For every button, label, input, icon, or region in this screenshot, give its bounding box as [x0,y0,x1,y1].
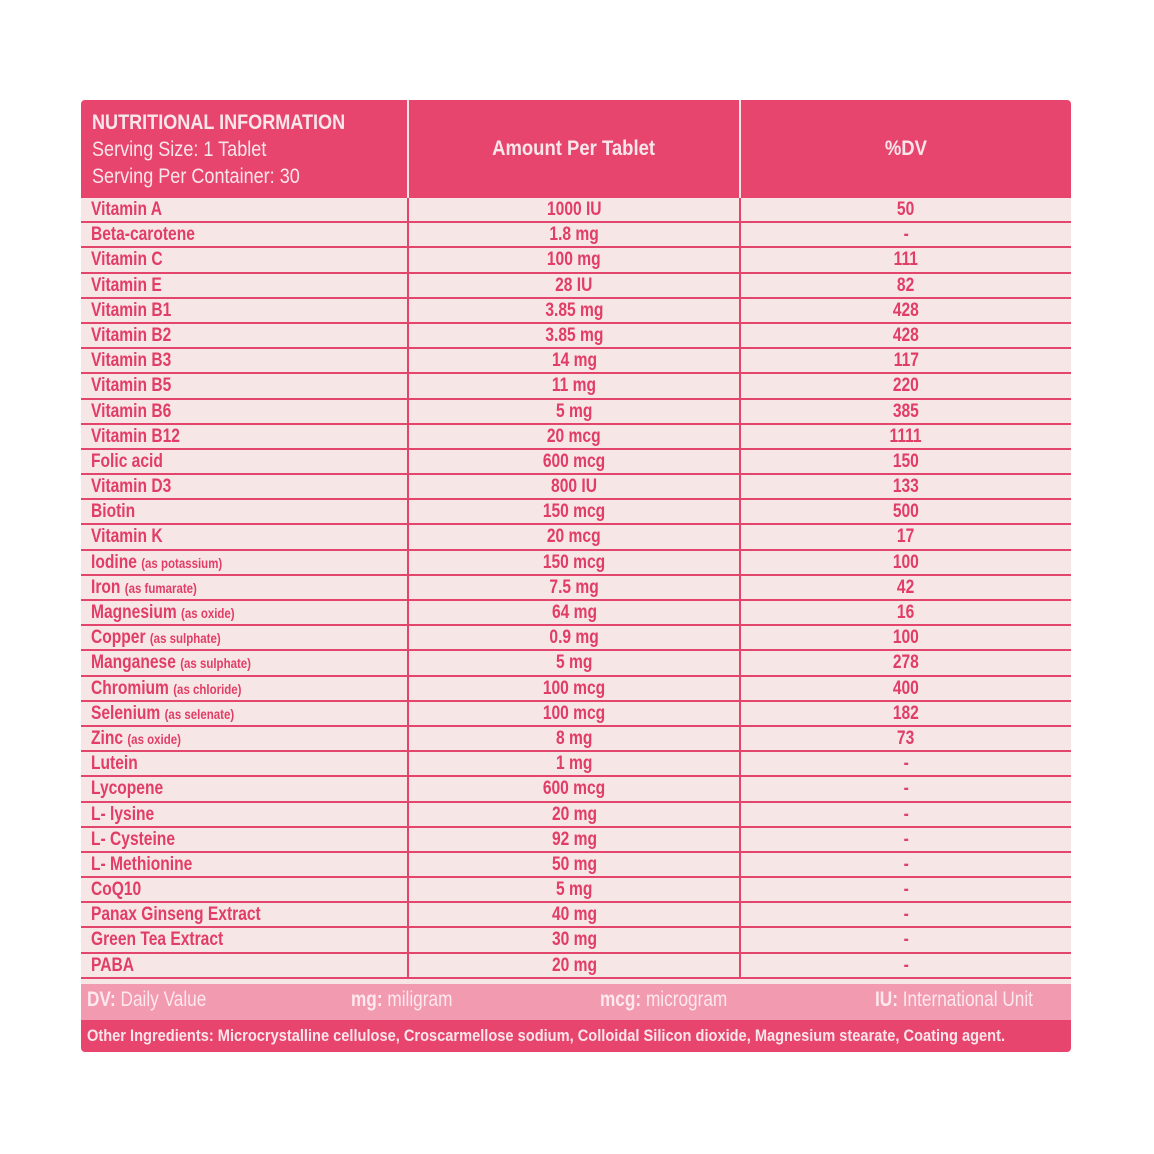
dv-value: 133 [892,476,919,498]
nutrient-name-cell [81,324,409,347]
table-row [81,299,1071,324]
nutrient-name: Lycopene [91,778,164,800]
dv-value: 50 [897,199,915,220]
dv-value: - [903,929,909,951]
nutrient-name: Iron [91,576,121,598]
amount-value: 20 mcg [547,526,601,548]
nutrient-name-cell [81,903,409,926]
nutrient-name: Copper [91,627,146,649]
amount-cell [409,223,741,246]
dv-cell [741,475,1071,498]
table-row [81,903,1071,928]
nutrient-name: Vitamin D3 [91,476,172,498]
dv-value: - [903,904,909,926]
amount-cell [409,878,741,901]
nutrient-name-cell [81,525,409,548]
dv-cell [741,954,1071,977]
table-row [81,576,1071,601]
dv-cell [741,576,1071,599]
nutrient-source-note: (as oxide) [181,605,235,621]
dv-cell [741,374,1071,397]
amount-cell [409,400,741,423]
dv-cell [741,349,1071,372]
legend-meaning: International Unit [902,988,1033,1011]
legend-meaning: miligram [387,988,453,1011]
legend-abbr: IU: [875,988,898,1011]
amount-value: 11 mg [551,375,597,397]
dv-cell [741,500,1071,523]
dv-value: - [903,778,909,800]
table-row [81,752,1071,777]
table-row [81,803,1071,828]
table-row [81,677,1071,702]
dv-cell [741,223,1071,246]
amount-value: 20 mg [551,954,597,976]
nutrient-name-cell [81,475,409,498]
amount-cell [409,274,741,297]
other-ingredients-text: Other Ingredients: Microcrystalline cellulose, Croscarmellose sodium, Colloidal Silicon dioxide, Magnesium stearate, Coating agent. [87,1026,1006,1045]
legend-meaning: Daily Value [120,988,207,1011]
nutrient-name: Vitamin E [91,274,162,296]
amount-cell [409,576,741,599]
table-row [81,702,1071,727]
table-row [81,928,1071,953]
nutrient-name-cell [81,425,409,448]
dv-value: 1111 [889,425,923,447]
nutrient-name: Vitamin B6 [91,400,172,422]
legend-abbr: mcg: [600,988,642,1011]
nutrient-name-cell [81,752,409,775]
legend-item [875,988,1033,1012]
amount-value: 5 mg [555,400,593,422]
nutrient-rows [81,198,1071,979]
dv-value: 117 [893,350,919,372]
nutrient-name-cell [81,626,409,649]
nutrition-label [81,100,1071,1052]
dv-value: - [903,954,909,976]
nutrient-name: Vitamin B12 [91,425,180,447]
nutrient-name-cell [81,828,409,851]
amount-cell [409,475,741,498]
amount-value: 30 mg [551,929,597,951]
dv-cell [741,777,1071,800]
dv-cell [741,928,1071,951]
table-row [81,198,1071,223]
dv-cell [741,324,1071,347]
nutrient-name-cell [81,727,409,750]
dv-value: 16 [897,602,915,623]
nutrient-name-cell [81,374,409,397]
nutrient-name: Iodine [91,551,137,573]
amount-cell [409,525,741,548]
nutrient-name-cell [81,299,409,322]
dv-value: 400 [892,677,919,699]
dv-value: - [903,224,909,246]
amount-cell [409,450,741,473]
dv-value: 278 [892,652,919,674]
legend-item [600,988,727,1012]
dv-value: 17 [897,526,915,548]
amount-cell [409,727,741,750]
dv-cell [741,525,1071,548]
nutrient-name: L- Methionine [91,853,193,875]
header-info-cell [81,100,409,198]
amount-cell [409,853,741,876]
nutrient-name: Vitamin B3 [91,350,172,372]
dv-value: - [903,803,909,825]
amount-cell [409,828,741,851]
amount-value: 600 mcg [542,450,606,472]
nutrient-name: Beta-carotene [91,224,195,246]
amount-value: 5 mg [555,652,593,674]
nutrient-name-cell [81,248,409,271]
nutrient-name: Chromium [91,677,169,699]
table-row [81,324,1071,349]
amount-cell [409,500,741,523]
amount-value: 3.85 mg [544,299,604,321]
nutrient-name: CoQ10 [91,879,142,901]
amount-cell [409,752,741,775]
dv-cell [741,551,1071,574]
nutrient-name: Zinc [91,727,124,749]
dv-value: 111 [893,249,919,271]
nutrient-source-note: (as oxide) [127,730,181,747]
table-row [81,777,1071,802]
table-row [81,601,1071,626]
nutrient-name: Vitamin K [91,526,163,548]
table-row [81,450,1071,475]
amount-cell [409,626,741,649]
amount-value: 150 mcg [542,551,606,573]
nutrient-name-cell [81,223,409,246]
serving-size: Serving Size: 1 Tablet [92,137,267,161]
legend-meaning: microgram [645,988,728,1011]
nutrient-name-cell [81,878,409,901]
amount-cell [409,928,741,951]
nutrient-name: Vitamin B5 [91,375,172,397]
table-row [81,274,1071,299]
amount-value: 8 mg [555,727,593,749]
nutrient-name: Vitamin C [91,249,163,271]
amount-value: 1000 IU [546,199,602,220]
nutrient-name-cell [81,702,409,725]
dv-cell [741,727,1071,750]
nutrient-name-cell [81,954,409,977]
nutrient-name-cell [81,601,409,624]
dv-value: - [903,828,909,850]
nutrient-name-cell [81,274,409,297]
dv-cell [741,878,1071,901]
table-row [81,248,1071,273]
nutrient-name-cell [81,198,409,221]
dv-value: 73 [897,727,915,749]
amount-value: 100 mg [547,249,601,271]
dv-value: - [903,879,909,901]
dv-value: 82 [897,274,915,296]
table-row [81,525,1071,550]
nutrient-name: L- Cysteine [91,828,175,850]
table-header [81,100,1071,198]
legend-abbr: DV: [87,988,116,1011]
dv-cell [741,903,1071,926]
amount-value: 20 mg [551,803,597,825]
amount-cell [409,954,741,977]
label-title: NUTRITIONAL INFORMATION [92,110,346,134]
dv-value: 428 [892,299,919,321]
amount-column-header [409,100,741,198]
nutrient-name: Green Tea Extract [91,929,224,951]
nutrient-name-cell [81,928,409,951]
nutrient-name-cell [81,551,409,574]
dv-cell [741,702,1071,725]
dv-cell [741,450,1071,473]
nutrient-name: Manganese [91,652,176,674]
table-row [81,500,1071,525]
nutrient-source-note: (as potassium) [141,554,223,571]
amount-value: 5 mg [555,879,593,901]
amount-cell [409,803,741,826]
nutrient-name-cell [81,677,409,700]
amount-value: 28 IU [555,274,593,296]
amount-value: 92 mg [551,828,597,850]
dv-column-label: %DV [884,137,928,160]
amount-cell [409,299,741,322]
dv-value: - [903,853,909,875]
dv-cell [741,274,1071,297]
dv-cell [741,853,1071,876]
nutrient-name-cell [81,803,409,826]
amount-value: 0.9 mg [549,627,599,649]
nutrient-name-cell [81,400,409,423]
dv-cell [741,677,1071,700]
amount-cell [409,324,741,347]
table-row [81,878,1071,903]
dv-cell [741,626,1071,649]
dv-cell [741,752,1071,775]
nutrient-name-cell [81,450,409,473]
abbreviation-legend [81,984,1071,1020]
table-row [81,551,1071,576]
table-row [81,374,1071,399]
dv-column-header [741,100,1071,198]
dv-value: 150 [892,450,919,472]
dv-cell [741,828,1071,851]
dv-value: 428 [892,324,919,346]
table-row [81,425,1071,450]
amount-value: 14 mg [551,350,597,372]
dv-cell [741,803,1071,826]
nutrient-name: Vitamin B1 [91,299,172,321]
nutrient-name-cell [81,576,409,599]
table-row [81,828,1071,853]
amount-cell [409,374,741,397]
amount-value: 600 mcg [542,778,606,800]
amount-value: 150 mcg [542,501,606,523]
nutrient-name-cell [81,853,409,876]
dv-value: 220 [892,375,919,397]
amount-value: 1.8 mg [549,224,599,246]
nutrient-source-note: (as chloride) [173,680,242,697]
amount-value: 20 mcg [547,425,601,447]
nutrient-source-note: (as fumarate) [124,579,197,596]
amount-cell [409,198,741,221]
nutrient-name: Lutein [91,753,138,775]
dv-value: 182 [892,702,919,724]
dv-value: 42 [897,576,915,598]
amount-value: 100 mcg [542,702,606,724]
amount-cell [409,777,741,800]
dv-value: 500 [892,501,919,523]
nutrient-source-note: (as sulphate) [149,630,221,647]
legend-abbr: mg: [351,988,383,1011]
nutrient-name-cell [81,651,409,674]
table-row [81,727,1071,752]
legend-item [351,988,452,1012]
amount-column-label: Amount Per Tablet [492,137,656,160]
nutrient-source-note: (as selenate) [164,705,235,722]
nutrient-name-cell [81,500,409,523]
amount-cell [409,702,741,725]
nutrient-name: Vitamin B2 [91,324,172,346]
nutrient-name: Magnesium [91,602,177,623]
nutrient-name: Selenium [91,702,161,724]
table-row [81,853,1071,878]
dv-value: 100 [892,551,919,573]
table-row [81,349,1071,374]
table-row [81,954,1071,979]
nutrient-source-note: (as sulphate) [180,655,252,672]
table-row [81,475,1071,500]
nutrient-name: PABA [91,954,134,976]
amount-cell [409,677,741,700]
dv-cell [741,248,1071,271]
legend-item [87,988,206,1012]
other-ingredients [81,1020,1071,1052]
nutrient-name: L- lysine [91,803,155,825]
dv-cell [741,299,1071,322]
servings-per-container: Serving Per Container: 30 [92,164,300,188]
dv-cell [741,400,1071,423]
amount-value: 3.85 mg [544,324,604,346]
amount-value: 50 mg [551,853,597,875]
nutrient-name: Vitamin A [91,199,162,220]
amount-cell [409,551,741,574]
amount-cell [409,349,741,372]
amount-value: 1 mg [555,753,593,775]
amount-value: 800 IU [551,476,597,498]
dv-value: - [903,753,909,775]
amount-cell [409,651,741,674]
nutrient-name-cell [81,777,409,800]
nutrient-name: Biotin [91,501,136,523]
dv-cell [741,425,1071,448]
amount-value: 100 mcg [542,677,606,699]
dv-cell [741,198,1071,221]
dv-value: 100 [892,627,919,649]
table-row [81,651,1071,676]
amount-cell [409,601,741,624]
dv-cell [741,651,1071,674]
amount-value: 40 mg [551,904,597,926]
amount-cell [409,248,741,271]
amount-value: 7.5 mg [549,576,599,598]
nutrient-name: Folic acid [91,450,163,472]
table-row [81,400,1071,425]
amount-value: 64 mg [551,602,597,623]
nutrient-name-cell [81,349,409,372]
amount-cell [409,425,741,448]
amount-cell [409,903,741,926]
dv-value: 385 [892,400,919,422]
nutrient-name: Panax Ginseng Extract [91,904,261,926]
table-row [81,626,1071,651]
table-row [81,223,1071,248]
dv-cell [741,601,1071,624]
